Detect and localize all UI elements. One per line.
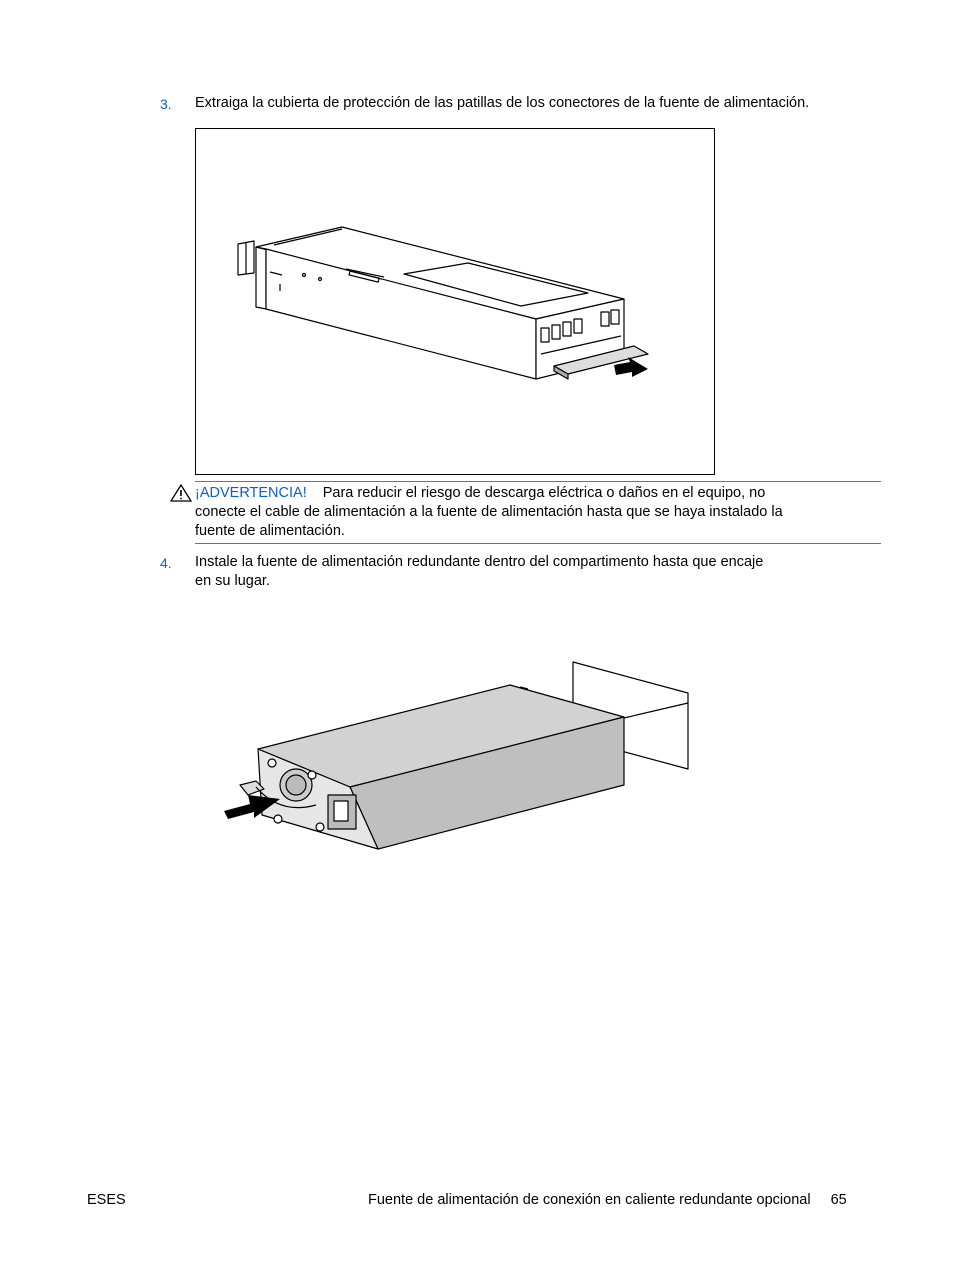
figure-install-power-supply [220,655,700,855]
warning-bottom-rule [195,543,881,544]
step-4-line-1: Instale la fuente de alimentación redundante dentro del compartimento hasta que encaje [195,554,764,570]
step-4-number: 4. [160,555,172,571]
warning-triangle-icon [170,484,192,507]
footer-chapter-title: Fuente de alimentación de conexión en caliente redundante opcional [368,1192,811,1208]
step-3-text: Extraiga la cubierta de protección de las patillas de los conectores de la fuente de alimentación. [195,95,810,111]
footer-title [368,1192,888,1208]
power-supply-install-illustration [220,655,700,855]
warning-line-1 [195,484,885,504]
footer-page-number: 65 [830,1192,847,1208]
step-3-number: 3. [160,96,172,112]
warning-text-1: Para reducir el riesgo de descarga eléctrica o daños en el equipo, no [322,485,766,501]
warning-top-rule [195,481,881,482]
warning-label: ¡ADVERTENCIA! [195,485,307,501]
warning-line-2: conecte el cable de alimentación a la fuente de alimentación hasta que se haya instalado la [195,504,783,520]
footer-locale: ESES [87,1192,126,1208]
warning-line-3: fuente de alimentación. [195,523,345,539]
power-supply-illustration [196,129,713,473]
step-4-line-2: en su lugar. [195,573,270,589]
figure-remove-connector-cover [195,128,715,475]
